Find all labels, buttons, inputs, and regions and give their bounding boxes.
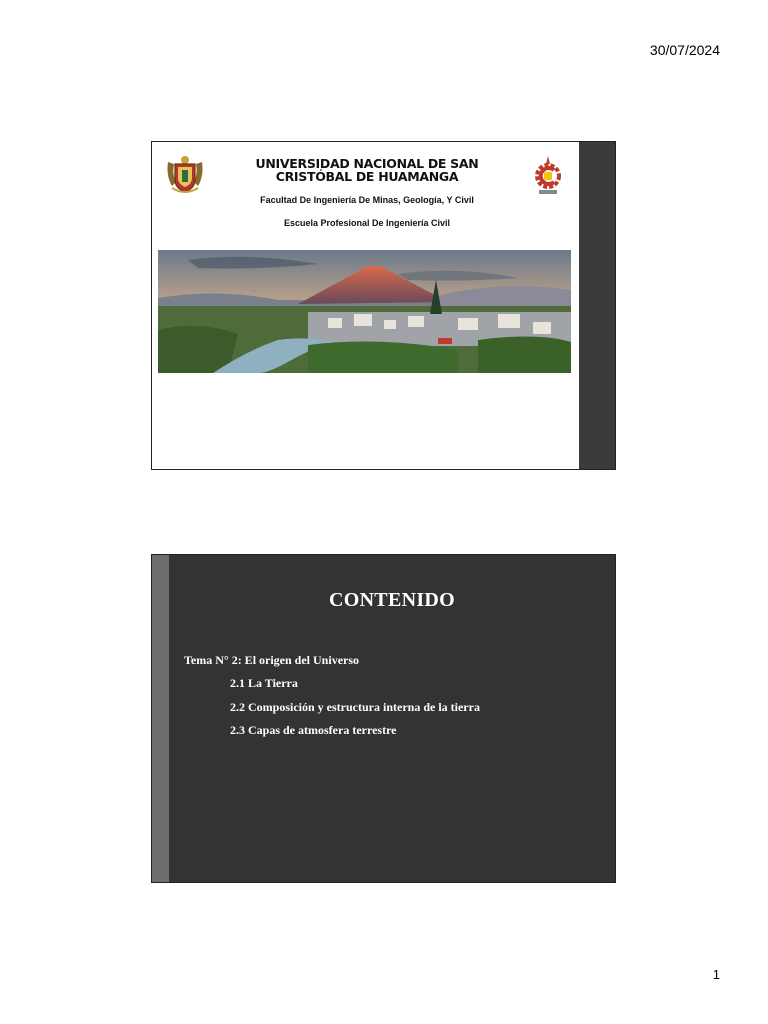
university-name-line1: UNIVERSIDAD NACIONAL DE SAN [255,156,479,171]
faculty-name: Facultad De Ingeniería De Minas, Geología, Y Civil [260,195,474,205]
contents-item: 2.2 Composición y estructura interna de la tierra [230,700,480,714]
university-crest-icon [164,154,206,196]
topic-heading: Tema N° 2: El origen del Universo [184,653,360,667]
contents-title: CONTENIDO [328,589,456,611]
contents-item: 2.3 Capas de atmosfera terrestre [230,723,397,737]
city-volcano-photo [158,250,571,373]
university-name [212,157,522,183]
slide-left-bar [152,555,169,882]
slide-title [151,141,616,470]
page-number: 1 [712,967,720,982]
contents-item: 2.1 La Tierra [230,676,298,690]
university-name-line2: CRISTÓBAL DE HUAMANGA [275,169,459,184]
engineering-logo-icon [532,154,564,198]
print-date: 30/07/2024 [649,42,720,58]
slide-sidebar [579,142,615,469]
slide-contents [151,554,616,883]
school-name: Escuela Profesional De Ingeniería Civil [283,218,451,228]
